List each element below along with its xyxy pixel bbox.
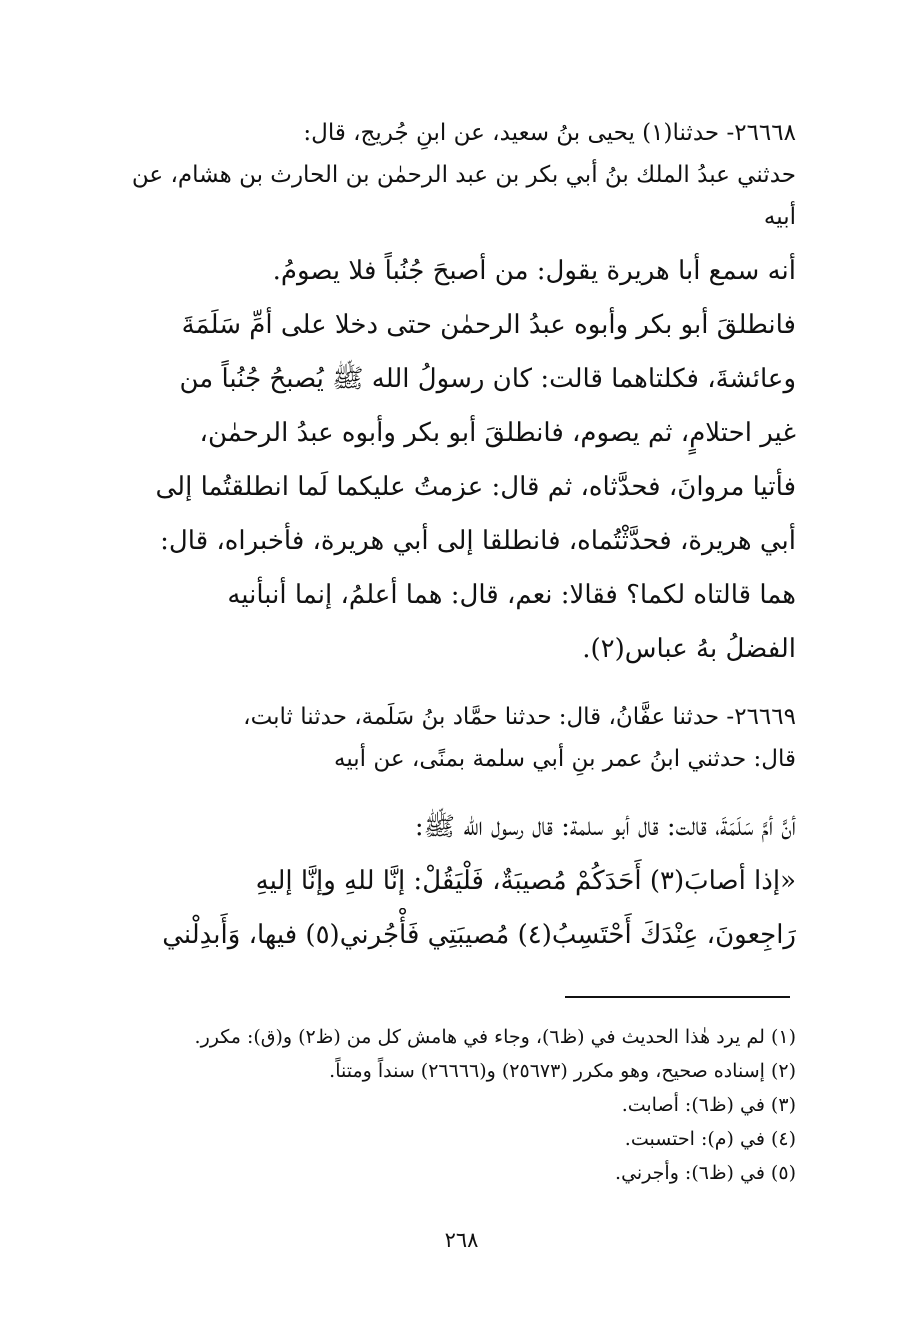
text-line: رَاجِعونَ، عِنْدَكَ أَحْتَسِبُ(٤) مُصيبَتِي فَأْجُرني(٥) فيها، وَأَبدِلْني [162, 920, 796, 950]
text-line: قال: حدثني ابنُ عمر بنِ أبي سلمة بمنًى، عن أبيه [334, 746, 796, 772]
footnote: (٥) في (ظ٦): وأجرني. [615, 1162, 796, 1184]
footnotes [96, 1020, 796, 1190]
hadith-26669-isnad [96, 696, 796, 780]
footnote-separator [565, 996, 790, 998]
text-line: أنَّ أمَّ سَلَمَةَ، قالت: قال أبو سلمة: قال رسول الله ﷺ: [414, 812, 796, 842]
hadith-26668-matn [96, 244, 796, 676]
text-line: غير احتلامٍ، ثم يصوم، فانطلقَ أبو بكر وأبوه عبدُ الرحمٰن، [199, 418, 796, 448]
footnote: (٣) في (ظ٦): أصابت. [621, 1094, 796, 1116]
text-line: وعائشةَ، فكلتاهما قالت: كان رسولُ الله ﷺ يُصبحُ جُنُباً من [179, 364, 796, 394]
page-number: ٢٦٨ [444, 1228, 479, 1252]
text-line: ٢٦٦٦٨- حدثنا(١) يحيى بنُ سعيد، عن ابنِ جُريج، قال: [303, 120, 796, 146]
text-line: أنه سمع أبا هريرة يقول: من أصبحَ جُنُباً فلا يصومُ. [272, 256, 796, 286]
text-line: أبي هريرة، فحدَّثْتُماه، فانطلقا إلى أبي هريرة، فأخبراه، قال: [160, 526, 796, 556]
text-line: فانطلقَ أبو بكر وأبوه عبدُ الرحمٰن حتى دخلا على أمِّ سَلَمَةَ [181, 310, 796, 340]
text-line: أبيه [763, 204, 796, 230]
text-line: ٢٦٦٦٩- حدثنا عفَّانُ، قال: حدثنا حمَّاد بنُ سَلَمة، حدثنا ثابت، [243, 704, 796, 730]
footnote: (١) لم يرد هٰذا الحديث في (ظ٦)، وجاء في هامش كل من (ظ٢) و(ق): مكرر. [194, 1026, 796, 1048]
main-text [96, 112, 796, 968]
text-line: الفضلُ بهُ عباس(٢). [582, 634, 796, 664]
text-line: هما قالتاه لكما؟ فقالا: نعم، قال: هما أعلمُ، إنما أنبأنيه [227, 580, 796, 610]
text-line: حدثني عبدُ الملك بنُ أبي بكر بن عبد الرحمٰن بن الحارث بن هشام، عن [131, 162, 796, 188]
hadith-26668-isnad [96, 112, 796, 238]
footnote: (٤) في (م): احتسبت. [624, 1128, 796, 1150]
text-line: «إذا أصابَ(٣) أَحَدَكُمْ مُصيبَةٌ، فَلْيَقُلْ: إنَّا للهِ وإنَّا إليهِ [255, 866, 796, 896]
hadith-26669-matn [96, 800, 796, 962]
footnote: (٢) إسناده صحيح، وهو مكرر (٢٥٦٧٣) و(٢٦٦٦٦) سنداً ومتناً. [329, 1060, 796, 1082]
text-line: فأتيا مروانَ، فحدَّثاه، ثم قال: عزمتُ عليكما لَما انطلقتُما إلى [155, 472, 796, 502]
